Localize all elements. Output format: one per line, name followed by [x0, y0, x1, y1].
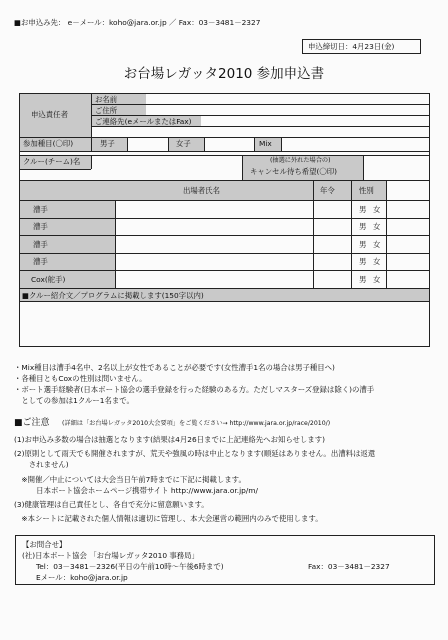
category-label: 参加種目(〇印) — [23, 139, 74, 148]
contact-label: ご連絡先(eメールまたはFax) — [95, 117, 192, 126]
roster-header-name: 出場者氏名 — [183, 186, 220, 195]
address-label: ご住所 — [95, 106, 118, 115]
note-line: ・各種目ともCoxの性別は問いません。 — [14, 374, 147, 383]
inquiry-box — [15, 535, 435, 585]
waitlist-label: キャンセル待ち希望(〇印) — [250, 167, 338, 176]
sex-female-option[interactable]: 女 — [373, 222, 381, 231]
intro-field[interactable] — [22, 304, 426, 344]
caution-reference: (詳細は「お台場レガッタ2010大会要項」をご覧ください→ http://www.jara.or.jp/race/2010/) — [62, 420, 331, 427]
deadline-text: 申込締切日：4月23日(金) — [308, 42, 395, 51]
note-line: ・ボート選手経験者(日本ボート協会の選手登録を行った経験のある方。ただしマスターズ登録は除く)の漕手 — [14, 385, 375, 394]
roster-header-sex: 性別 — [359, 186, 374, 195]
page-title: お台場レガッタ2010 参加申込書 — [123, 66, 325, 82]
caution-item: ※開催／中止については大会当日午前7時までに下記に掲載します。 — [14, 475, 246, 484]
sex-male-option[interactable]: 男 — [359, 222, 367, 231]
inquiry-fax: Fax：03－3481－2327 — [308, 562, 390, 571]
roster-row-label: 漕手 — [33, 222, 48, 231]
caution-heading: ■ご注意 — [14, 418, 50, 428]
inquiry-email: Eメール：koho@jara.or.jp — [36, 573, 128, 582]
inquiry-organization: (社)日本ボート協会 「お台場レガッタ2010 事務局」 — [22, 551, 199, 560]
roster-row-label: 漕手 — [33, 257, 48, 266]
roster-row-label: 漕手 — [33, 240, 48, 249]
sex-female-option[interactable]: 女 — [373, 205, 381, 214]
caution-item: されません) — [14, 460, 69, 469]
contact-line: ■お申込み先： e－メール：koho@jara.or.jp ／ Fax：03－3481－2327 — [14, 18, 261, 27]
sex-male-option[interactable]: 男 — [359, 275, 367, 284]
note-line: ・Mix種目は漕手4名中、2名以上が女性であることが必要です(女性漕手1名の場合は男子種目へ) — [14, 363, 335, 372]
sex-male-option[interactable]: 男 — [359, 240, 367, 249]
caution-item: (3)健康管理は自己責任とし、各自で充分に留意願います。 — [14, 500, 209, 509]
caution-item: ※本シートに記載された個人情報は適切に管理し、本大会運営の範囲内のみで使用します。 — [14, 514, 323, 523]
roster-header-age: 年令 — [320, 186, 335, 195]
applicant-label: 申込責任者 — [31, 110, 68, 119]
waitlist-field[interactable] — [368, 167, 426, 177]
sex-male-option[interactable]: 男 — [359, 257, 367, 266]
caution-item: (2)原則として雨天でも開催されますが、荒天や強風の時は中止となります(順延はありません。出漕料は返還 — [14, 449, 376, 458]
sex-female-option[interactable]: 女 — [373, 257, 381, 266]
sex-female-option[interactable]: 女 — [373, 240, 381, 249]
caution-item: (1)お申込み多数の場合は抽選となります(結果は4月26日までに上記連絡先へお知らせします) — [14, 435, 325, 444]
category-men[interactable]: 男子 — [100, 139, 115, 148]
inquiry-heading: 【お問合せ】 — [22, 540, 67, 549]
roster-row-label: Cox(舵手) — [31, 275, 66, 284]
note-line: としての参加は1クルー1名まで。 — [14, 396, 134, 405]
inquiry-phone: Tel：03－3481－2326(平日の午前10時～午後6時まで) — [36, 562, 224, 571]
caution-item: 日本ボート協会ホームページ携帯サイト http://www.jara.or.jp/m/ — [14, 486, 258, 495]
crew-label: クルー(チーム)名 — [23, 157, 81, 166]
sex-male-option[interactable]: 男 — [359, 205, 367, 214]
intro-label: ■クルー紹介文／プログラムに掲載します(150字以内) — [22, 291, 204, 300]
deadline-box — [302, 39, 421, 54]
waitlist-note: (抽選に外れた場合の) — [270, 157, 331, 164]
roster-row-label: 漕手 — [33, 205, 48, 214]
name-label: お名前 — [95, 95, 118, 104]
category-mix[interactable]: Mix — [259, 139, 272, 148]
sex-female-option[interactable]: 女 — [373, 275, 381, 284]
category-women[interactable]: 女子 — [176, 139, 191, 148]
